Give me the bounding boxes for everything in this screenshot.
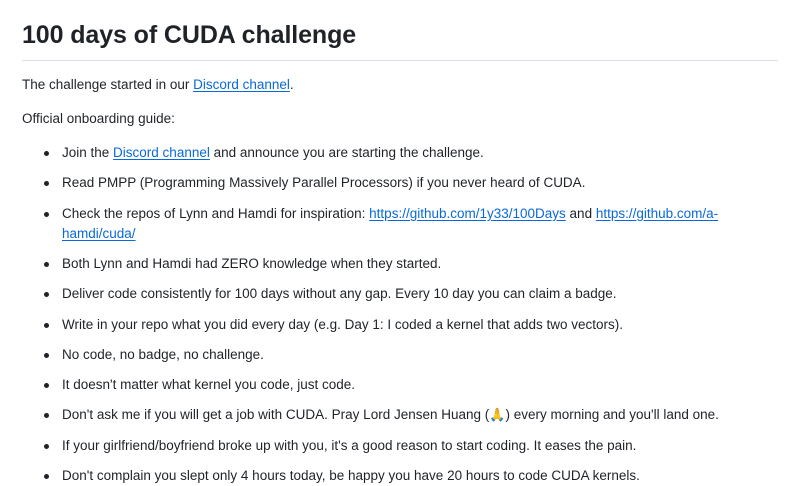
list-item-text: No code, no badge, no challenge.: [62, 346, 264, 362]
list-item: [42, 466, 778, 486]
list-item-text: Read PMPP (Programming Massively Parallel Processors) if you never heard of CUDA.: [62, 175, 586, 191]
discord-channel-link[interactable]: Discord channel: [193, 77, 290, 93]
list-item: [42, 254, 778, 274]
list-item: [42, 345, 778, 365]
list-item-text: and announce you are starting the challenge.: [209, 145, 484, 161]
list-item-link[interactable]: https://github.com/a-hamdi/cuda/: [62, 205, 719, 241]
list-item-text: ) every morning and you'll land one.: [505, 407, 719, 423]
list-item: [42, 173, 778, 193]
list-item: [42, 143, 778, 163]
list-item-text: Join the: [62, 145, 114, 161]
list-item-text: Don't complain you slept only 4 hours today, be happy you have 20 hours to code CUDA kernels.: [62, 467, 640, 483]
list-item-link[interactable]: https://github.com/1y33/100Days: [369, 205, 566, 221]
list-item-text: Check the repos of Lynn and Hamdi for inspiration:: [62, 205, 370, 221]
list-item-text: and: [565, 205, 596, 221]
list-item: [42, 375, 778, 395]
list-item-text: Both Lynn and Hamdi had ZERO knowledge when they started.: [62, 256, 442, 272]
page-title: 100 days of CUDA challenge: [22, 20, 778, 61]
intro-prefix: The challenge started in our: [22, 77, 194, 93]
list-item-text: Write in your repo what you did every day (e.g. Day 1: I coded a kernel that adds two vectors).: [62, 316, 624, 332]
list-item: [42, 405, 778, 425]
list-item-text: It doesn't matter what kernel you code, just code.: [62, 377, 355, 393]
praying-hands-icon: 🙏: [489, 407, 506, 423]
intro-paragraph: [22, 75, 778, 96]
list-item-text: Don't ask me if you will get a job with CUDA. Pray Lord Jensen Huang (: [62, 407, 490, 423]
list-item: [42, 284, 778, 304]
intro-suffix: .: [289, 77, 294, 93]
list-item: [42, 315, 778, 335]
list-item-text: Deliver code consistently for 100 days without any gap. Every 10 day you can claim a badge.: [62, 286, 617, 302]
onboarding-guide-list: [22, 143, 778, 486]
guide-heading: Official onboarding guide:: [22, 111, 175, 127]
list-item: [42, 436, 778, 456]
list-item-link[interactable]: Discord channel: [113, 145, 210, 161]
list-item: [42, 204, 778, 245]
list-item-text: If your girlfriend/boyfriend broke up with you, it's a good reason to start coding. It eases the pain.: [62, 437, 637, 453]
